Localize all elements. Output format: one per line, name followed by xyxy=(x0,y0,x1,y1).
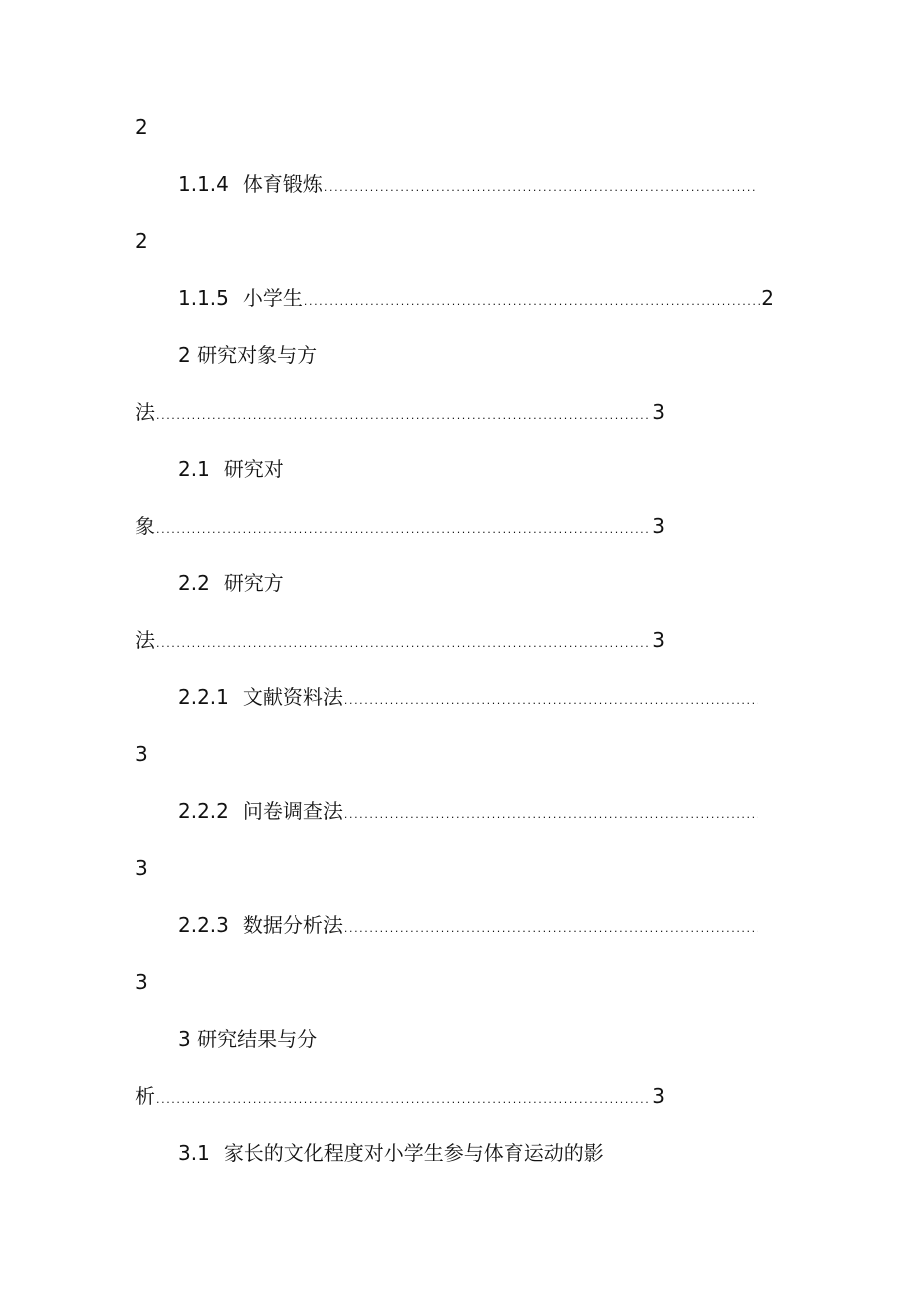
toc-entry-2-2-2[interactable] xyxy=(178,799,758,827)
toc-entry-title: 数据分析法 xyxy=(242,913,343,937)
toc-leader-dots xyxy=(156,632,651,656)
toc-page-number-line xyxy=(135,856,148,880)
toc-entry-number: 1.1.5 xyxy=(178,286,229,310)
toc-entry-number: 3.1 xyxy=(178,1141,210,1165)
toc-entry-2-1[interactable] xyxy=(178,457,284,481)
toc-entry-continuation[interactable] xyxy=(135,1084,665,1112)
toc-entry-title: 体育锻炼 xyxy=(242,172,323,196)
toc-page-number: 2 xyxy=(135,115,148,139)
toc-page-number: 3 xyxy=(652,628,665,652)
toc-leader-dots xyxy=(156,404,651,428)
toc-entry-number: 2.2.1 xyxy=(178,685,229,709)
toc-entry-1-1-4[interactable] xyxy=(178,172,758,200)
toc-entry-number: 2.2.2 xyxy=(178,799,229,823)
toc-entry-title: 研究方 xyxy=(223,571,284,595)
toc-entry-title: 析 xyxy=(135,1084,155,1108)
toc-page-number: 3 xyxy=(135,742,148,766)
toc-page-number-line xyxy=(135,115,148,139)
toc-entry-title: 家长的文化程度对小学生参与体育运动的影 xyxy=(223,1141,604,1165)
toc-page-number: 3 xyxy=(652,514,665,538)
toc-entry-number: 2.1 xyxy=(178,457,210,481)
toc-entry-number: 2.2.3 xyxy=(178,913,229,937)
toc-page-number: 2 xyxy=(135,229,148,253)
toc-entry-number: 2.2 xyxy=(178,571,210,595)
toc-page-number: 2 xyxy=(761,286,774,310)
toc-entry-2-2[interactable] xyxy=(178,571,284,595)
toc-page-number-line xyxy=(135,742,148,766)
toc-leader-dots xyxy=(304,290,760,314)
toc-entry-title: 问卷调查法 xyxy=(242,799,343,823)
toc-entry-title: 2 研究对象与方 xyxy=(178,343,318,367)
toc-page-number-line xyxy=(135,970,148,994)
toc-entry-chapter-2[interactable] xyxy=(178,343,317,367)
toc-entry-title: 法 xyxy=(135,400,155,424)
toc-page-number-line xyxy=(135,229,148,253)
toc-entry-1-1-5[interactable] xyxy=(178,286,774,314)
toc-leader-dots xyxy=(344,803,758,827)
toc-entry-title: 象 xyxy=(135,514,155,538)
toc-entry-2-2-1[interactable] xyxy=(178,685,758,713)
toc-leader-dots xyxy=(344,917,758,941)
toc-entry-title: 小学生 xyxy=(242,286,303,310)
toc-entry-3-1[interactable] xyxy=(178,1141,604,1165)
toc-page-number: 3 xyxy=(135,856,148,880)
toc-leader-dots xyxy=(344,689,758,713)
toc-entry-continuation[interactable] xyxy=(135,514,665,542)
toc-entry-title: 文献资料法 xyxy=(242,685,343,709)
toc-leader-dots xyxy=(156,518,651,542)
toc-page-number: 3 xyxy=(135,970,148,994)
toc-entry-continuation[interactable] xyxy=(135,628,665,656)
toc-entry-2-2-3[interactable] xyxy=(178,913,758,941)
toc-page-number: 3 xyxy=(652,1084,665,1108)
toc-page-number: 3 xyxy=(652,400,665,424)
toc-entry-title: 法 xyxy=(135,628,155,652)
toc-entry-continuation[interactable] xyxy=(135,400,665,428)
toc-leader-dots xyxy=(156,1088,651,1112)
toc-entry-number: 1.1.4 xyxy=(178,172,229,196)
toc-entry-title: 3 研究结果与分 xyxy=(178,1027,318,1051)
toc-leader-dots xyxy=(324,176,758,200)
toc-entry-title: 研究对 xyxy=(223,457,284,481)
toc-entry-chapter-3[interactable] xyxy=(178,1027,317,1051)
